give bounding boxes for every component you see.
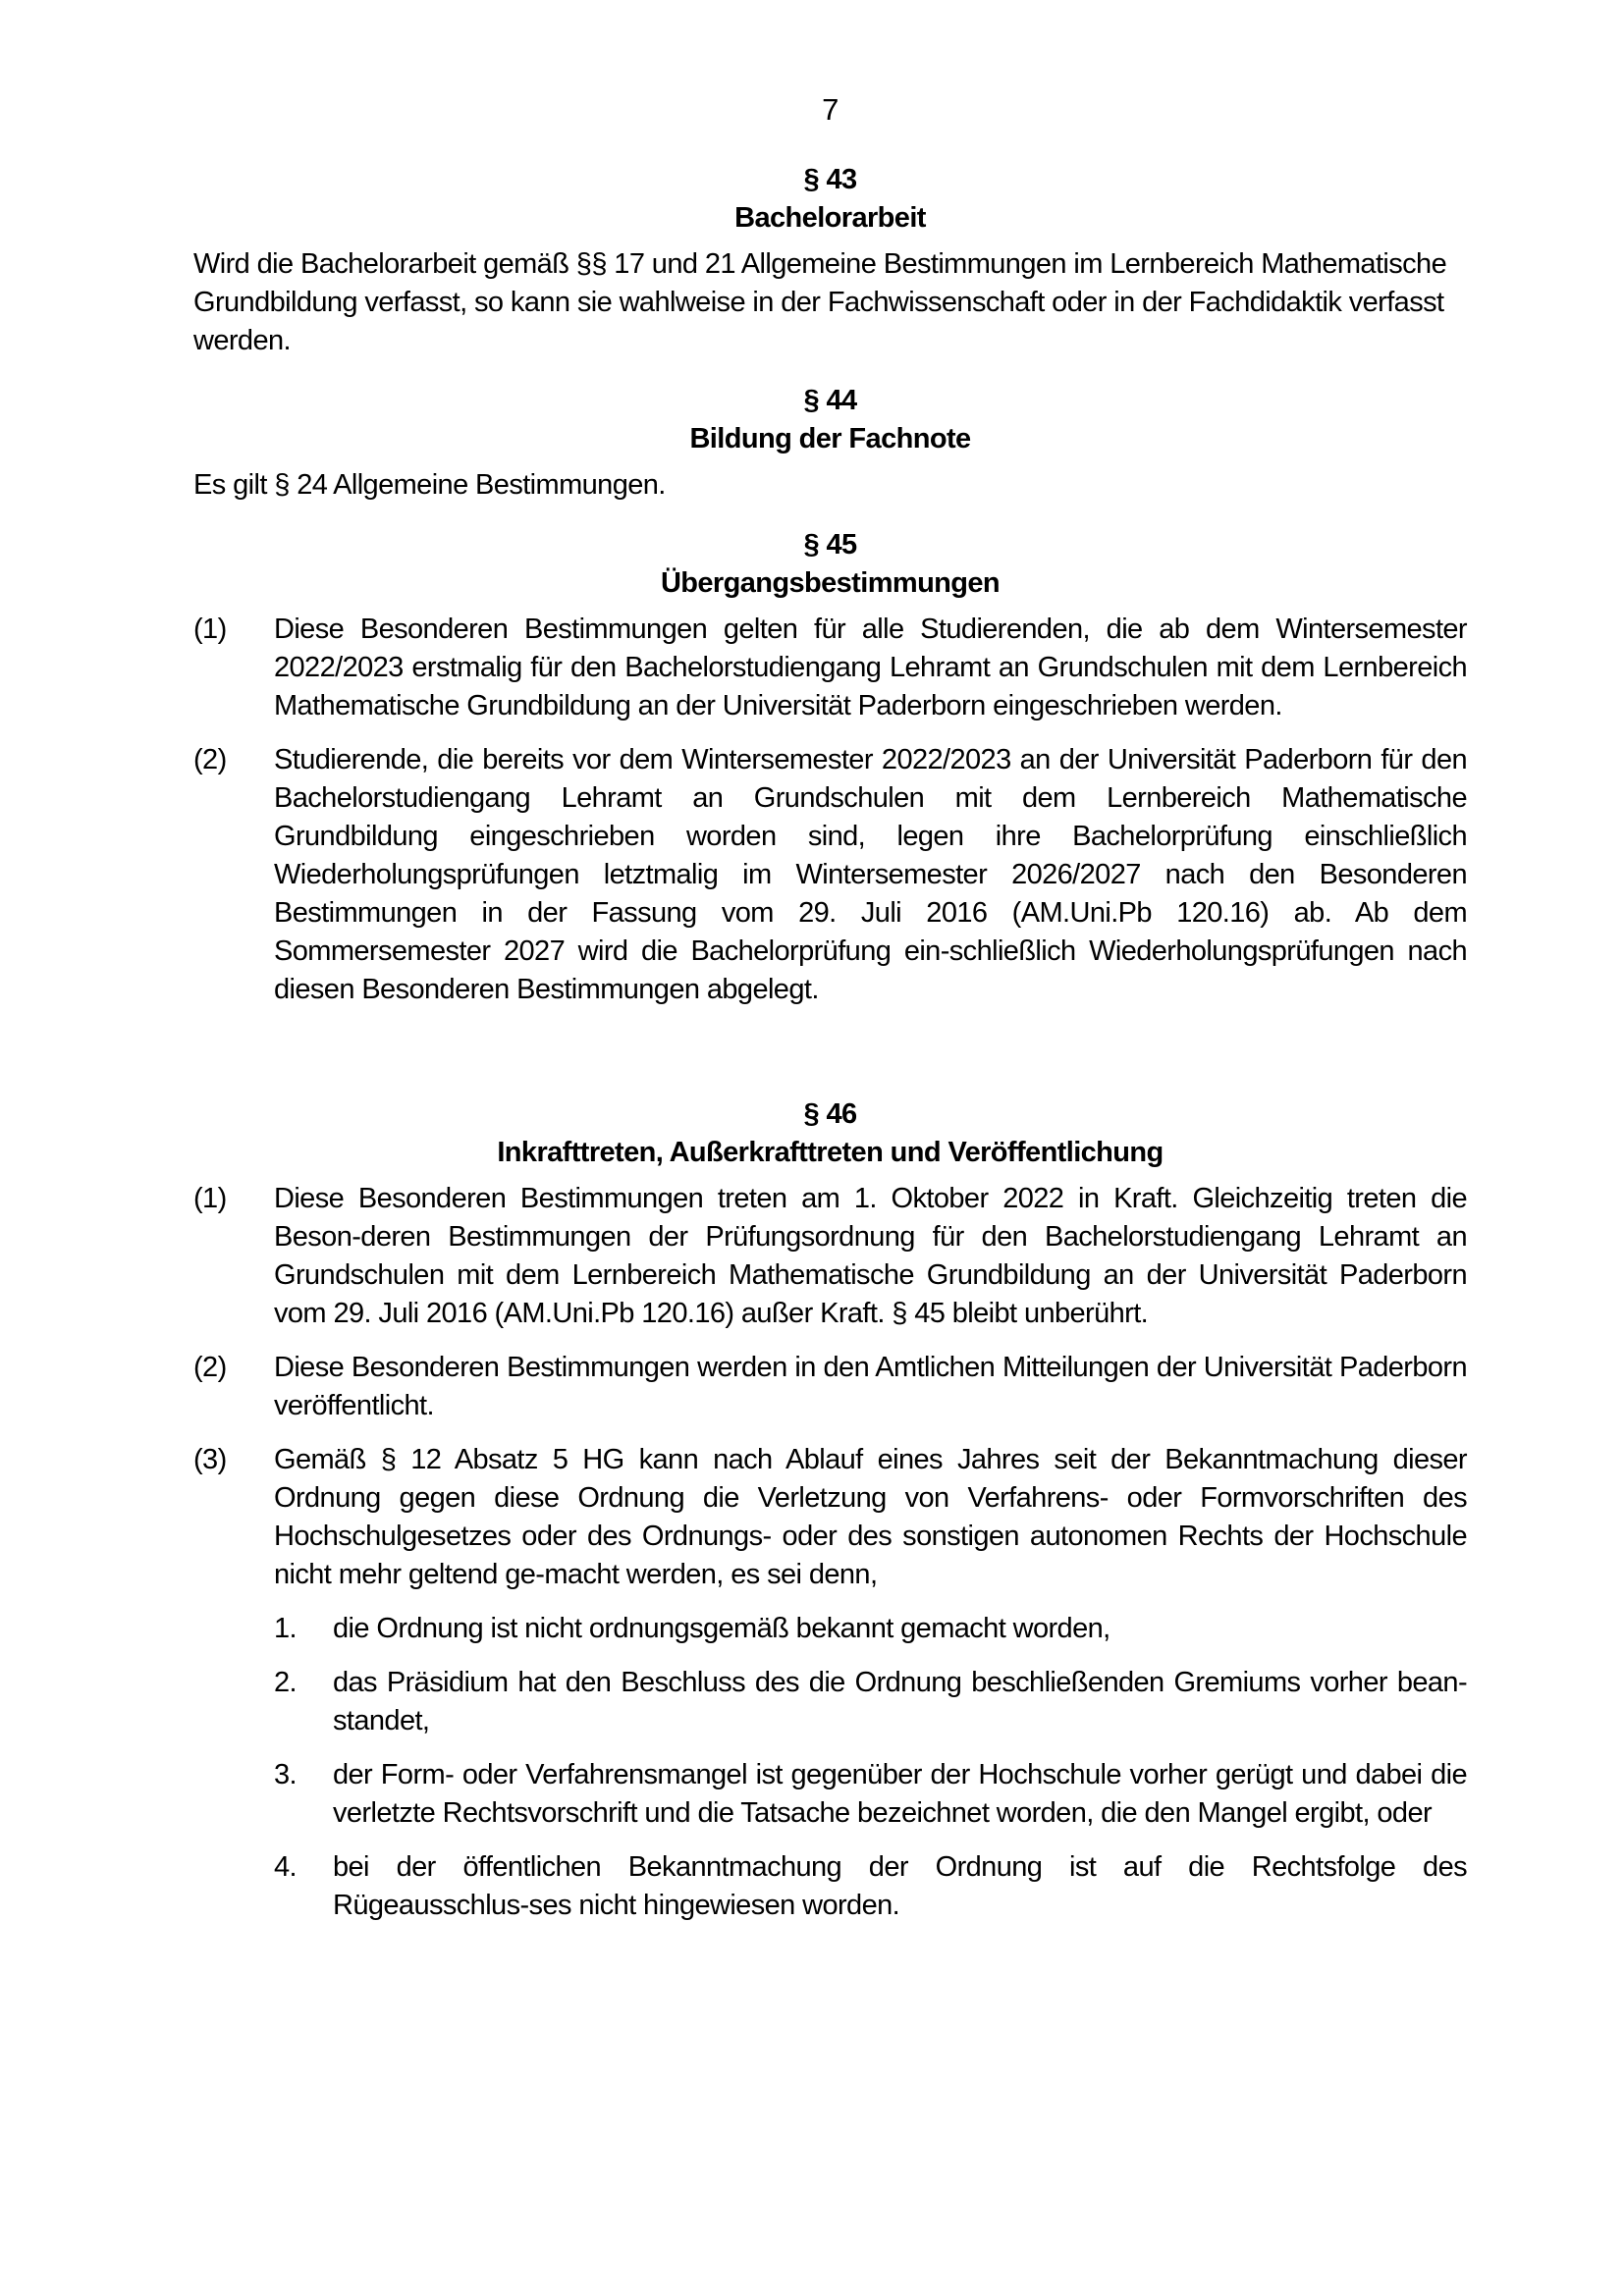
sub-list-item — [274, 1610, 1467, 1648]
section-title: Übergangsbestimmungen — [660, 567, 1001, 599]
section-title: Bachelorarbeit — [734, 202, 926, 234]
item-text: Studierende, die bereits vor dem Wintersemester 2022/2023 an der Universität Paderborn für den Bachelorstudiengang Lehramt an Grundschulen mit dem Lernbereich Mathematische Grundbildung eingeschrieben worden sind, legen ihre Bachelorprüfung einschließlich Wiederholungsprüfungen letztmalig im Wintersemester 2026/2027 nach den Besonderen Bestimmungen in der Fassung vom 29. Juli 2016 (AM.Uni.Pb 120.16) ab. Ab dem Sommersemester 2027 wird die Bachelorprüfung ein-schließlich Wiederholungsprüfungen nach diesen Besonderen Bestimmungen abgelegt. — [274, 744, 1467, 1005]
sub-list-item — [274, 1848, 1467, 1925]
section-number: § 43 — [803, 164, 857, 195]
item-text: Diese Besonderen Bestimmungen gelten für alle Studierenden, die ab dem Wintersemester 2022/2023 erstmalig für den Bachelorstudiengang Lehramt an Grundschulen mit dem Lernbereich Mathematische Grundbildung an der Universität Paderborn eingeschrieben werden. — [274, 614, 1467, 721]
list-item — [193, 611, 1467, 725]
section-heading — [193, 1095, 1467, 1172]
list-item — [193, 1441, 1467, 1594]
section-text: Es gilt § 24 Allgemeine Bestimmungen. — [193, 469, 666, 501]
section-title: Bildung der Fachnote — [689, 423, 971, 454]
section-number: § 46 — [803, 1098, 857, 1130]
item-number: (1) — [193, 614, 227, 645]
section-heading — [193, 161, 1467, 238]
list-item — [193, 1180, 1467, 1333]
item-text: Diese Besonderen Bestimmungen treten am 1. Oktober 2022 in Kraft. Gleichzeitig treten die Beson-deren Bestimmungen der Prüfungsordnung für den Bachelorstudiengang Lehramt an Grundschulen mit dem Lernbereich Mathematische Grundbildung an der Universität Paderborn vom 29. Juli 2016 (AM.Uni.Pb 120.16) außer Kraft. § 45 bleibt unberührt. — [274, 1183, 1467, 1329]
section-46 — [193, 1095, 1467, 1925]
item-number: (3) — [193, 1444, 227, 1475]
section-title: Inkrafttreten, Außerkrafttreten und Veröffentlichung — [497, 1137, 1164, 1168]
section-heading — [193, 526, 1467, 603]
section-44 — [193, 382, 1467, 505]
list-item — [193, 1349, 1467, 1425]
item-number: (2) — [193, 744, 227, 775]
section-45 — [193, 526, 1467, 1009]
subitem-text: das Präsidium hat den Beschluss des die Ordnung beschließenden Gremiums vorher bean-standet, — [333, 1667, 1467, 1736]
page-number: 7 — [822, 92, 839, 127]
list-item — [193, 741, 1467, 1009]
subitem-number: 1. — [274, 1613, 297, 1644]
document-page — [193, 90, 1467, 1941]
section-number: § 44 — [803, 385, 857, 416]
section-heading — [193, 382, 1467, 458]
subitem-number: 4. — [274, 1851, 297, 1883]
subitem-number: 3. — [274, 1759, 297, 1790]
item-text: Diese Besonderen Bestimmungen werden in den Amtlichen Mitteilungen der Universität Paderborn veröffentlicht. — [274, 1352, 1467, 1421]
spacer — [193, 1025, 1467, 1095]
subitem-text: die Ordnung ist nicht ordnungsgemäß bekannt gemacht worden, — [333, 1613, 1110, 1644]
subitem-number: 2. — [274, 1667, 297, 1698]
section-43 — [193, 161, 1467, 360]
subitem-text: der Form- oder Verfahrensmangel ist gegenüber der Hochschule vorher gerügt und dabei die verletzte Rechtsvorschrift und die Tatsache bezeichnet worden, die den Mangel ergibt, oder — [333, 1759, 1467, 1829]
item-number: (2) — [193, 1352, 227, 1383]
section-text: Wird die Bachelorarbeit gemäß §§ 17 und 21 Allgemeine Bestimmungen im Lernbereich Mathematische Grundbildung verfasst, so kann sie wahlweise in der Fachwissenschaft oder in der Fachdidaktik verfasst werden. — [193, 248, 1447, 356]
sub-list-item — [274, 1756, 1467, 1833]
section-number: § 45 — [803, 529, 857, 561]
sub-list-item — [274, 1664, 1467, 1740]
item-text: Gemäß § 12 Absatz 5 HG kann nach Ablauf eines Jahres seit der Bekanntmachung dieser Ordnung gegen diese Ordnung die Verletzung von Verfahrens- oder Formvorschriften des Hochschulgesetzes oder des Ordnungs- oder des sonstigen autonomen Rechts der Hochschule nicht mehr geltend ge-macht werden, es sei denn, — [274, 1444, 1467, 1590]
subitem-text: bei der öffentlichen Bekanntmachung der Ordnung ist auf die Rechtsfolge des Rügeausschlus-ses nicht hingewiesen worden. — [333, 1851, 1467, 1921]
item-number: (1) — [193, 1183, 227, 1214]
